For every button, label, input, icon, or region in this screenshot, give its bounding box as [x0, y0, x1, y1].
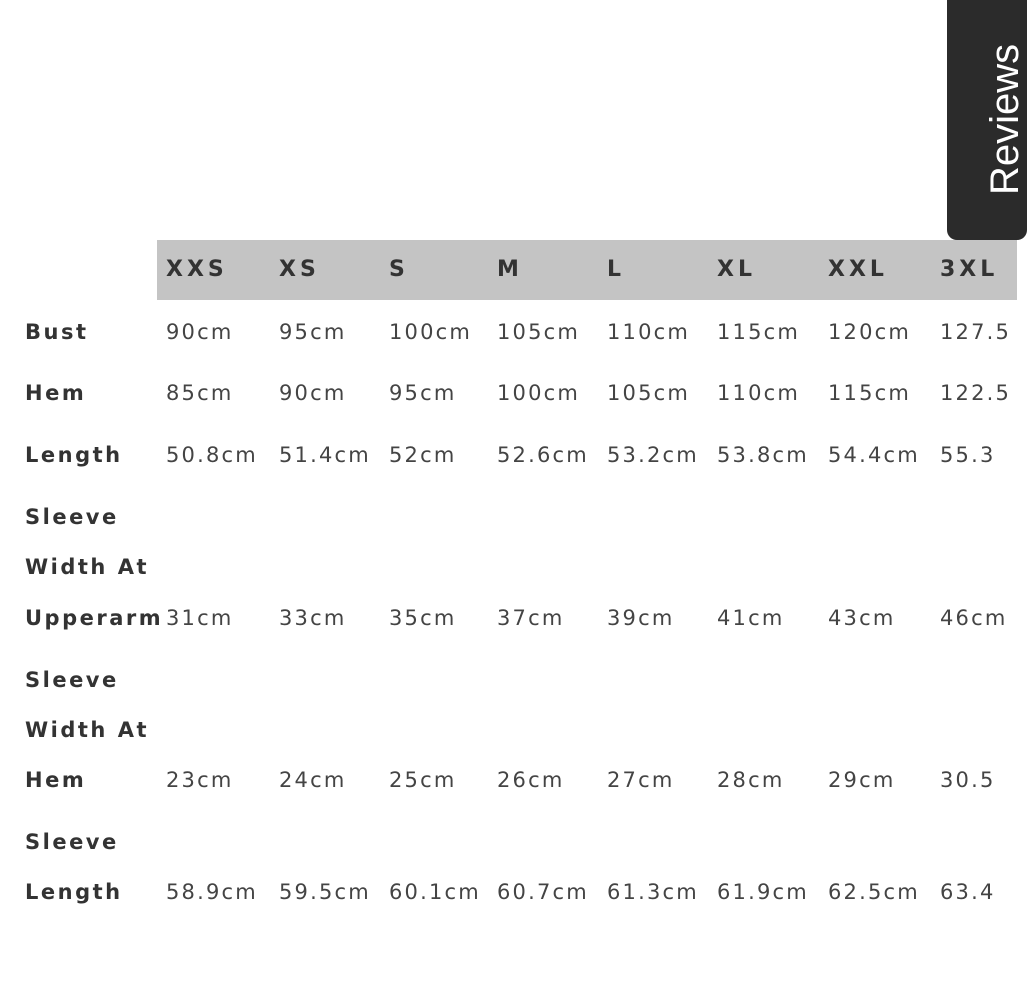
table-cell: 24cm	[279, 768, 347, 792]
table-cell: 46cm	[940, 606, 1008, 630]
table-cell: 95cm	[279, 320, 347, 344]
row-label-hem: Hem	[25, 381, 87, 405]
table-cell: 23cm	[166, 768, 234, 792]
size-header-xl: XL	[717, 257, 756, 282]
row-label-sleeve-length-line1: Sleeve	[25, 830, 119, 854]
size-header-xxl: XXL	[828, 257, 888, 282]
table-cell: 35cm	[389, 606, 457, 630]
table-cell: 59.5cm	[279, 880, 371, 904]
table-cell: 110cm	[717, 381, 801, 405]
size-header-s: S	[389, 257, 409, 282]
size-header-3xl: 3XL	[940, 257, 999, 282]
table-cell: 60.1cm	[389, 880, 481, 904]
size-header-xxs: XXS	[166, 257, 228, 282]
table-cell: 127.5	[940, 320, 1012, 344]
table-cell: 33cm	[279, 606, 347, 630]
table-cell: 105cm	[607, 381, 691, 405]
table-cell: 90cm	[166, 320, 234, 344]
table-cell: 26cm	[497, 768, 565, 792]
table-cell: 25cm	[389, 768, 457, 792]
table-cell: 55.3	[940, 443, 996, 467]
table-cell: 41cm	[717, 606, 785, 630]
row-label-sleeve-length-line2: Length	[25, 880, 123, 904]
row-label-sleeve-width-upperarm-line3: Upperarm	[25, 606, 164, 630]
table-cell: 39cm	[607, 606, 675, 630]
table-cell: 54.4cm	[828, 443, 920, 467]
row-label-length: Length	[25, 443, 123, 467]
row-label-sleeve-width-hem-line1: Sleeve	[25, 668, 119, 692]
table-cell: 115cm	[828, 381, 912, 405]
reviews-tab-label: Reviews	[983, 43, 1027, 195]
table-cell: 28cm	[717, 768, 785, 792]
row-label-sleeve-width-upperarm-line1: Sleeve	[25, 505, 119, 529]
table-cell: 52.6cm	[497, 443, 589, 467]
table-cell: 122.5	[940, 381, 1012, 405]
table-cell: 51.4cm	[279, 443, 371, 467]
table-cell: 30.5	[940, 768, 996, 792]
table-cell: 60.7cm	[497, 880, 589, 904]
table-cell: 120cm	[828, 320, 912, 344]
table-cell: 115cm	[717, 320, 801, 344]
table-cell: 50.8cm	[166, 443, 258, 467]
table-cell: 100cm	[389, 320, 473, 344]
row-label-bust: Bust	[25, 320, 89, 344]
table-cell: 110cm	[607, 320, 691, 344]
table-cell: 100cm	[497, 381, 581, 405]
table-cell: 62.5cm	[828, 880, 920, 904]
row-label-sleeve-width-hem-line3: Hem	[25, 768, 87, 792]
size-header-xs: XS	[279, 257, 320, 282]
table-cell: 53.8cm	[717, 443, 809, 467]
table-cell: 31cm	[166, 606, 234, 630]
table-cell: 85cm	[166, 381, 234, 405]
table-cell: 58.9cm	[166, 880, 258, 904]
table-cell: 90cm	[279, 381, 347, 405]
table-cell: 37cm	[497, 606, 565, 630]
table-cell: 27cm	[607, 768, 675, 792]
size-header-l: L	[607, 257, 626, 282]
table-cell: 63.4	[940, 880, 996, 904]
table-cell: 95cm	[389, 381, 457, 405]
table-cell: 43cm	[828, 606, 896, 630]
table-cell: 52cm	[389, 443, 457, 467]
reviews-tab-button[interactable]	[947, 0, 1027, 240]
size-header-m: M	[497, 257, 523, 282]
table-cell: 61.3cm	[607, 880, 699, 904]
row-label-sleeve-width-upperarm-line2: Width At	[25, 555, 149, 579]
table-cell: 105cm	[497, 320, 581, 344]
table-cell: 61.9cm	[717, 880, 809, 904]
table-cell: 29cm	[828, 768, 896, 792]
table-cell: 53.2cm	[607, 443, 699, 467]
row-label-sleeve-width-hem-line2: Width At	[25, 718, 149, 742]
